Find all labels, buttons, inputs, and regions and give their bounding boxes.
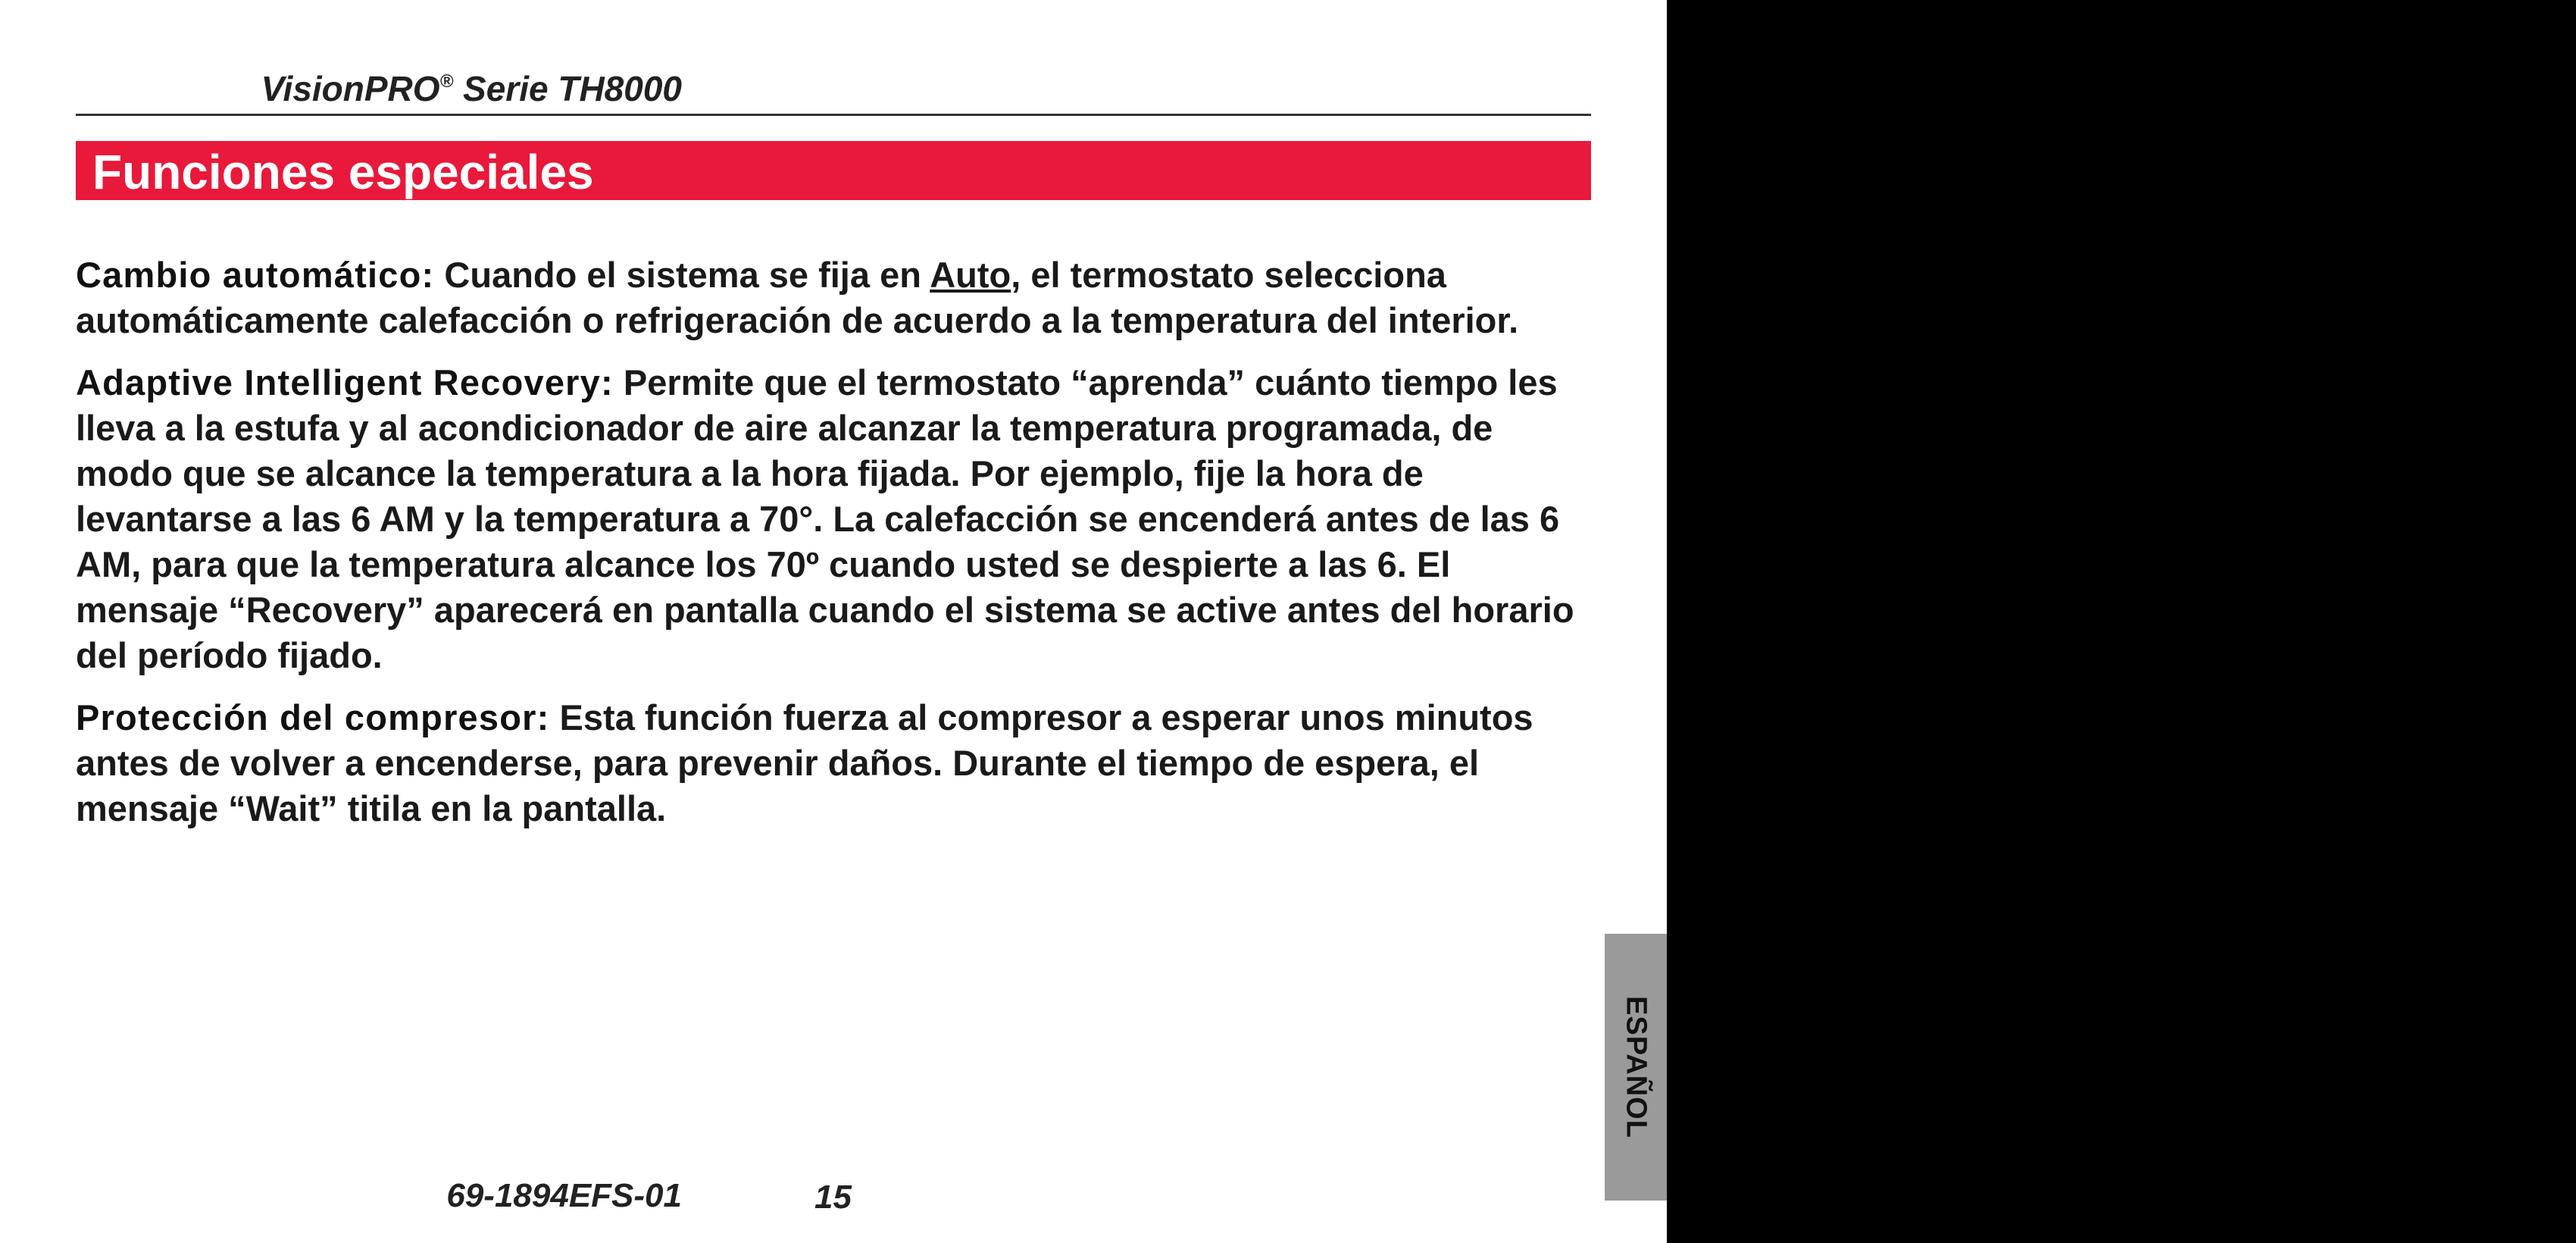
language-tab: [1605, 934, 1667, 1201]
proteccion-text: Esta función fuerza al compresor a esperar unos minutos antes de volver a encenderse, para prevenir daños. Durante el tiempo de espera, el mensaje “Wait” titila en la pantalla.: [76, 697, 1533, 828]
language-tab-label: ESPAÑOL: [1620, 996, 1652, 1138]
series-name: Serie TH8000: [453, 69, 682, 108]
term-proteccion-compresor: Protección del compresor:: [76, 697, 550, 737]
running-header: [261, 68, 682, 109]
adaptive-text: Permite que el termostato “aprenda” cuánto tiempo les lleva a la estufa y al acondicionador de aire alcanzar la temperatura programada, de modo que se alcance la temperatura a la hora fijada. Por ejemplo, fije la hora de levantarse a las 6 AM y la temperatura a 70°. La calefacción se encenderá antes de las 6 AM, para que la temperatura alcance los 70º cuando usted se despierte a las 6. El mensaje “Recovery” aparecerá en pantalla cuando el sistema se active antes del horario del período fijado.: [76, 362, 1574, 675]
section-banner: [76, 141, 1591, 200]
term-adaptive-recovery: Adaptive Intelligent Recovery:: [76, 362, 614, 402]
paragraph-adaptive-recovery: [76, 360, 1595, 678]
paragraph-proteccion-compresor: [76, 695, 1595, 831]
paragraph-cambio-automatico: [76, 252, 1595, 343]
page-number: 15: [814, 1179, 852, 1216]
cambio-text-after: , el termostato selecciona automáticamente calefacción o refrigeración de acuerdo a la temperatura del interior.: [76, 255, 1519, 340]
auto-underlined-word: Auto: [930, 255, 1011, 295]
registered-mark: ®: [439, 71, 454, 92]
section-title: Funciones especiales: [92, 145, 594, 199]
body-text: [76, 252, 1595, 848]
cambio-text-before: Cuando el sistema se fija en: [434, 255, 930, 295]
term-cambio-automatico: Cambio automático:: [76, 255, 435, 295]
black-margin-panel: [1667, 0, 2576, 1243]
document-code: 69-1894EFS-01: [446, 1177, 682, 1214]
brand-name: VisionPRO: [261, 69, 440, 108]
header-divider: [76, 114, 1591, 116]
